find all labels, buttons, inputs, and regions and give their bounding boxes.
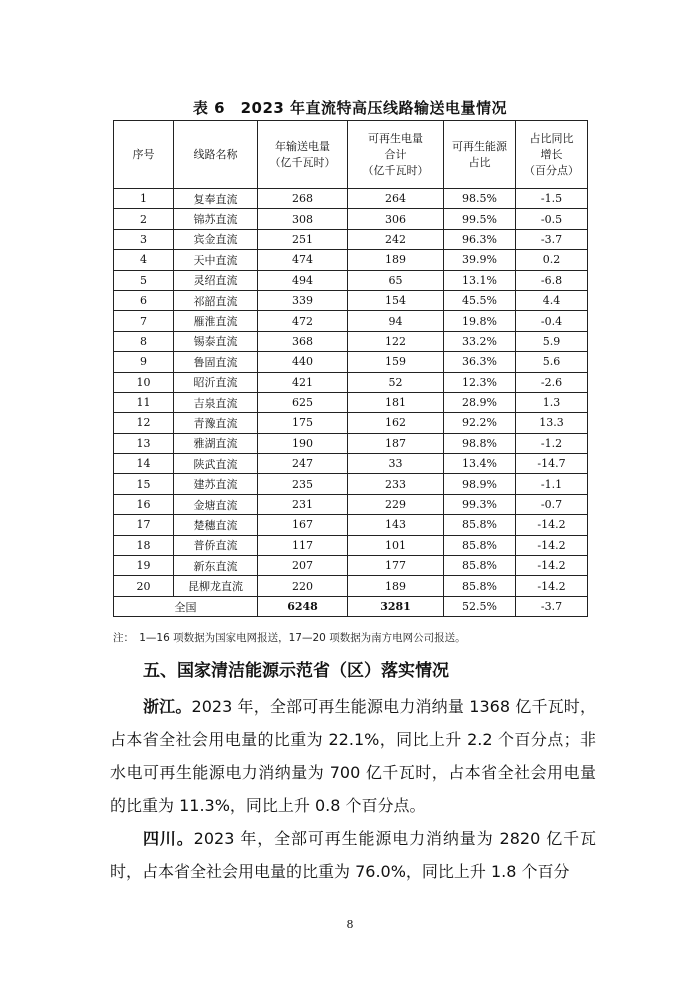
cell-name: 锦苏直流 (174, 209, 258, 229)
cell-no: 16 (114, 494, 174, 514)
cell-annual: 472 (258, 311, 348, 331)
cell-name: 昭沂直流 (174, 372, 258, 392)
cell-renewable: 154 (348, 290, 444, 310)
table-row (114, 352, 588, 372)
total-label: 全国 (114, 596, 258, 616)
cell-name: 普侨直流 (174, 535, 258, 555)
cell-yoy: 4.4 (516, 290, 588, 310)
cell-renewable: 33 (348, 454, 444, 474)
cell-no: 4 (114, 250, 174, 270)
paragraph-lead: 浙江。 (143, 697, 192, 716)
cell-share: 85.8% (444, 576, 516, 596)
cell-no: 18 (114, 535, 174, 555)
cell-yoy: -0.7 (516, 494, 588, 514)
cell-annual: 339 (258, 290, 348, 310)
header-line-name: 线路名称 (174, 121, 258, 189)
cell-no: 5 (114, 270, 174, 290)
cell-annual: 117 (258, 535, 348, 555)
cell-renewable: 65 (348, 270, 444, 290)
cell-annual: 190 (258, 433, 348, 453)
cell-share: 28.9% (444, 392, 516, 412)
cell-share: 85.8% (444, 535, 516, 555)
cell-yoy: -14.2 (516, 535, 588, 555)
cell-name: 雅湖直流 (174, 433, 258, 453)
cell-name: 锡泰直流 (174, 331, 258, 351)
table-row (114, 556, 588, 576)
table-row (114, 372, 588, 392)
cell-yoy: -1.5 (516, 189, 588, 209)
cell-annual: 220 (258, 576, 348, 596)
cell-annual: 268 (258, 189, 348, 209)
cell-annual: 474 (258, 250, 348, 270)
cell-yoy: -14.2 (516, 576, 588, 596)
cell-share: 36.3% (444, 352, 516, 372)
table-row (114, 290, 588, 310)
cell-name: 新东直流 (174, 556, 258, 576)
table-row (114, 515, 588, 535)
cell-yoy: -14.2 (516, 515, 588, 535)
paragraph-lead: 四川。 (143, 829, 194, 848)
cell-renewable: 162 (348, 413, 444, 433)
cell-annual: 251 (258, 229, 348, 249)
table-total-row (114, 596, 588, 616)
header-annual-transmission: 年输送电量 （亿千瓦时） (258, 121, 348, 189)
cell-name: 楚穗直流 (174, 515, 258, 535)
cell-name: 陕武直流 (174, 454, 258, 474)
cell-share: 99.3% (444, 494, 516, 514)
table-row (114, 189, 588, 209)
cell-share: 92.2% (444, 413, 516, 433)
cell-share: 13.1% (444, 270, 516, 290)
cell-no: 6 (114, 290, 174, 310)
cell-yoy: -6.8 (516, 270, 588, 290)
cell-renewable: 306 (348, 209, 444, 229)
table-row (114, 494, 588, 514)
cell-share: 45.5% (444, 290, 516, 310)
table-body (114, 189, 588, 617)
cell-yoy: -3.7 (516, 229, 588, 249)
cell-no: 20 (114, 576, 174, 596)
table-header-row (114, 121, 588, 189)
table-row (114, 250, 588, 270)
cell-no: 17 (114, 515, 174, 535)
cell-yoy: -1.1 (516, 474, 588, 494)
cell-name: 宾金直流 (174, 229, 258, 249)
paragraph-text: 2023 年，全部可再生能源电力消纳量为 2820 亿千瓦时，占本省全社会用电量的比重为 76.0%，同比上升 1.8 个百分 (110, 829, 596, 881)
cell-no: 7 (114, 311, 174, 331)
cell-renewable: 52 (348, 372, 444, 392)
cell-share: 98.8% (444, 433, 516, 453)
cell-annual: 308 (258, 209, 348, 229)
cell-no: 1 (114, 189, 174, 209)
table-row (114, 392, 588, 412)
header-share-yoy: 占比同比 增长 （百分点） (516, 121, 588, 189)
cell-renewable: 187 (348, 433, 444, 453)
table-row (114, 454, 588, 474)
table-row (114, 535, 588, 555)
total-yoy: -3.7 (516, 596, 588, 616)
cell-yoy: -2.6 (516, 372, 588, 392)
cell-name: 祁韶直流 (174, 290, 258, 310)
cell-name: 天中直流 (174, 250, 258, 270)
cell-renewable: 143 (348, 515, 444, 535)
cell-yoy: -0.4 (516, 311, 588, 331)
cell-renewable: 159 (348, 352, 444, 372)
cell-yoy: 0.2 (516, 250, 588, 270)
section-heading: 五、国家清洁能源示范省（区）落实情况 (143, 661, 449, 681)
header-index: 序号 (114, 121, 174, 189)
page-number: 8 (346, 918, 354, 931)
cell-share: 85.8% (444, 556, 516, 576)
paragraph-sichuan (110, 822, 596, 888)
cell-name: 灵绍直流 (174, 270, 258, 290)
cell-no: 8 (114, 331, 174, 351)
cell-renewable: 264 (348, 189, 444, 209)
cell-annual: 207 (258, 556, 348, 576)
cell-annual: 167 (258, 515, 348, 535)
cell-no: 19 (114, 556, 174, 576)
cell-renewable: 229 (348, 494, 444, 514)
cell-no: 13 (114, 433, 174, 453)
cell-share: 13.4% (444, 454, 516, 474)
cell-share: 98.9% (444, 474, 516, 494)
table-row (114, 270, 588, 290)
cell-share: 98.5% (444, 189, 516, 209)
cell-yoy: 5.6 (516, 352, 588, 372)
cell-renewable: 101 (348, 535, 444, 555)
cell-name: 昆柳龙直流 (174, 576, 258, 596)
cell-yoy: -0.5 (516, 209, 588, 229)
paragraph-text: 2023 年，全部可再生能源电力消纳量 1368 亿千瓦时，占本省全社会用电量的比重为 22.1%，同比上升 2.2 个百分点；非水电可再生能源电力消纳量为 700 亿千瓦时，占本省全社会用电量的比重为 11.3%，同比上升 0.8 个百分点。 (110, 697, 596, 815)
table-note: 注： 1—16 项数据为国家电网报送，17—20 项数据为南方电网公司报送。 (113, 632, 466, 644)
cell-no: 2 (114, 209, 174, 229)
table-row (114, 331, 588, 351)
cell-annual: 440 (258, 352, 348, 372)
cell-share: 33.2% (444, 331, 516, 351)
total-share: 52.5% (444, 596, 516, 616)
table-row (114, 433, 588, 453)
cell-yoy: -14.7 (516, 454, 588, 474)
cell-no: 14 (114, 454, 174, 474)
table-row (114, 474, 588, 494)
cell-renewable: 233 (348, 474, 444, 494)
cell-yoy: 1.3 (516, 392, 588, 412)
cell-annual: 235 (258, 474, 348, 494)
cell-share: 19.8% (444, 311, 516, 331)
paragraph-zhejiang (110, 690, 596, 822)
cell-annual: 494 (258, 270, 348, 290)
cell-no: 15 (114, 474, 174, 494)
cell-name: 吉泉直流 (174, 392, 258, 412)
total-renewable: 3281 (348, 596, 444, 616)
table-row (114, 209, 588, 229)
cell-renewable: 94 (348, 311, 444, 331)
cell-no: 12 (114, 413, 174, 433)
cell-name: 鲁固直流 (174, 352, 258, 372)
total-annual: 6248 (258, 596, 348, 616)
cell-annual: 368 (258, 331, 348, 351)
cell-renewable: 189 (348, 576, 444, 596)
cell-name: 复奉直流 (174, 189, 258, 209)
cell-share: 12.3% (444, 372, 516, 392)
cell-renewable: 189 (348, 250, 444, 270)
cell-renewable: 177 (348, 556, 444, 576)
table-row (114, 311, 588, 331)
cell-name: 青豫直流 (174, 413, 258, 433)
cell-annual: 247 (258, 454, 348, 474)
cell-share: 99.5% (444, 209, 516, 229)
cell-yoy: 5.9 (516, 331, 588, 351)
table-title: 表 6 2023 年直流特高压线路输送电量情况 (192, 99, 508, 117)
cell-annual: 625 (258, 392, 348, 412)
cell-renewable: 181 (348, 392, 444, 412)
cell-annual: 175 (258, 413, 348, 433)
cell-no: 10 (114, 372, 174, 392)
cell-name: 建苏直流 (174, 474, 258, 494)
header-renewable-total: 可再生电量 合计 （亿千瓦时） (348, 121, 444, 189)
cell-renewable: 242 (348, 229, 444, 249)
cell-no: 3 (114, 229, 174, 249)
table-row (114, 413, 588, 433)
cell-name: 金塘直流 (174, 494, 258, 514)
uhv-dc-transmission-table (113, 120, 588, 617)
cell-annual: 421 (258, 372, 348, 392)
table-row (114, 576, 588, 596)
header-renewable-share: 可再生能源 占比 (444, 121, 516, 189)
table-row (114, 229, 588, 249)
cell-yoy: 13.3 (516, 413, 588, 433)
cell-yoy: -1.2 (516, 433, 588, 453)
cell-yoy: -14.2 (516, 556, 588, 576)
cell-name: 雁淮直流 (174, 311, 258, 331)
cell-renewable: 122 (348, 331, 444, 351)
cell-no: 11 (114, 392, 174, 412)
cell-annual: 231 (258, 494, 348, 514)
cell-no: 9 (114, 352, 174, 372)
cell-share: 85.8% (444, 515, 516, 535)
cell-share: 96.3% (444, 229, 516, 249)
cell-share: 39.9% (444, 250, 516, 270)
